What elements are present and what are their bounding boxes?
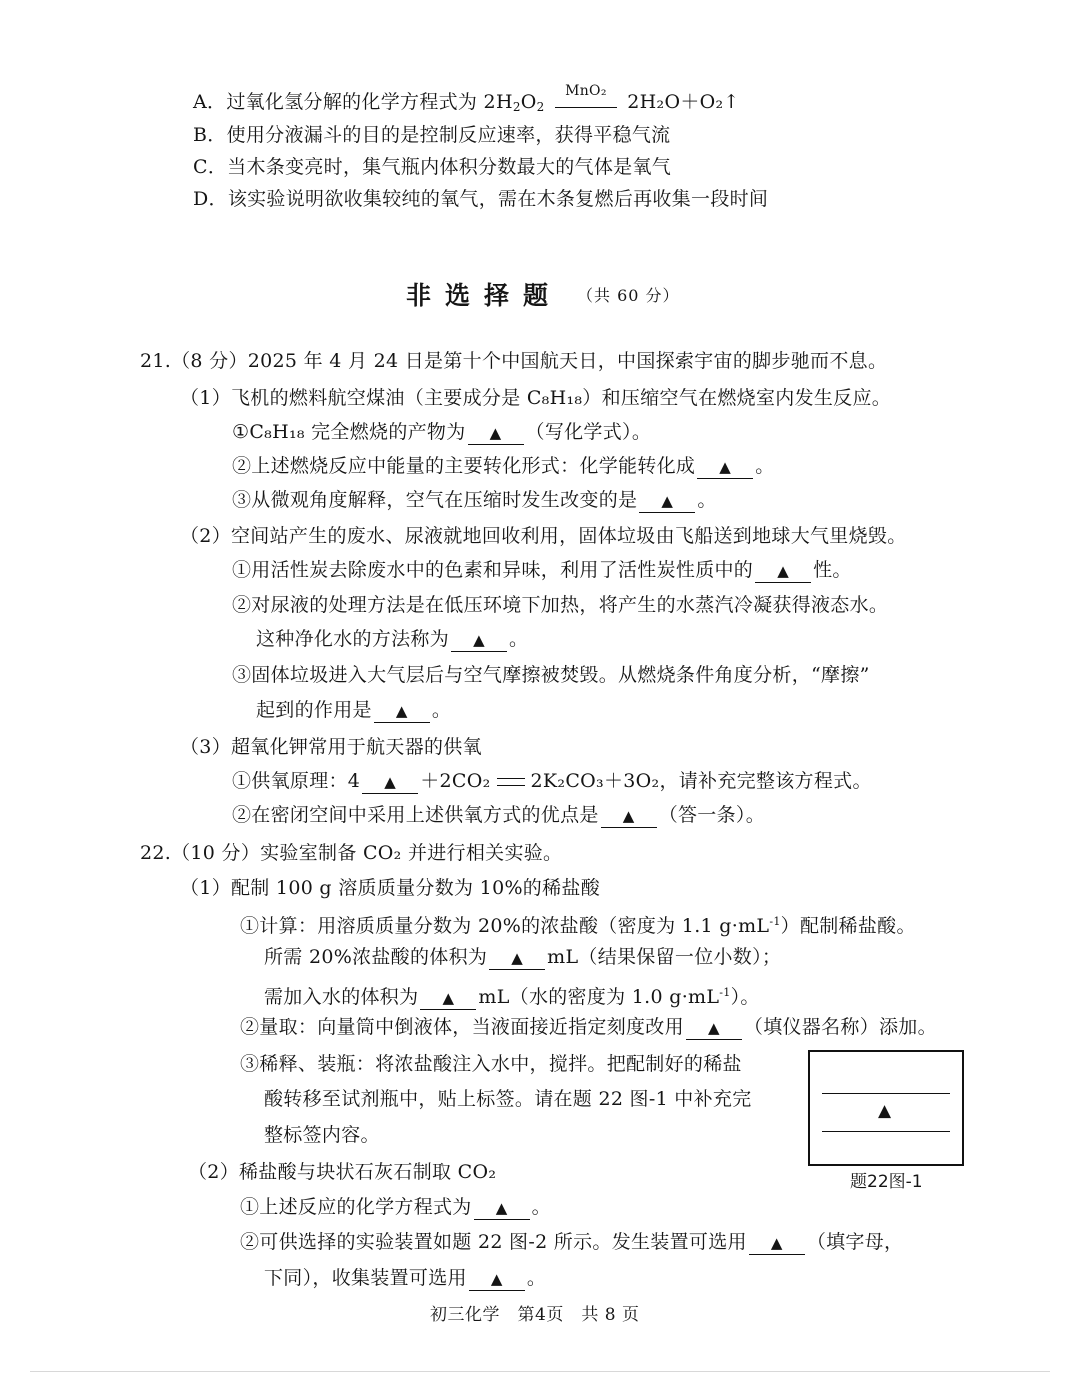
q21-part1-item2: ②上述燃烧反应中能量的主要转化形式：化学能转化成 ▲ 。 bbox=[232, 455, 775, 477]
q21-part2-item2-cont: 这种净化水的方法称为 ▲ 。 bbox=[256, 628, 529, 650]
q22-part1-item1-water: 需加入水的体积为 ▲ mL（水的密度为 1.0 $g\cdot mL^{-1}$）。 bbox=[264, 986, 760, 1008]
option-a: A．过氧化氢分解的化学方程式为 $2H_2O_2$ MnO₂ 2H₂O＋O₂↑ bbox=[193, 88, 740, 121]
answer-blank[interactable]: ▲ bbox=[749, 1231, 805, 1255]
q21-part2-item1: ①用活性炭去除废水中的色素和异味，利用了活性炭性质中的 ▲ 性。 bbox=[232, 559, 852, 581]
option-c: C．当木条变亮时，集气瓶内体积分数最大的气体是氧气 bbox=[193, 156, 672, 178]
q21-part2-item2: ②对尿液的处理方法是在低压环境下加热，将产生的水蒸汽冷凝获得液态水。 bbox=[232, 594, 889, 616]
q22-part2: （2）稀盐酸与块状石灰石制取 CO₂ bbox=[188, 1161, 497, 1183]
answer-blank[interactable]: ▲ bbox=[755, 559, 811, 583]
q21-part2-item3: ③固体垃圾进入大气层后与空气摩擦被焚毁。从燃烧条件角度分析，“摩擦” bbox=[232, 664, 870, 686]
answer-blank[interactable]: ▲ bbox=[362, 770, 418, 794]
reaction-arrow bbox=[555, 83, 617, 108]
section-title: 非选择题 bbox=[406, 281, 563, 310]
figure-caption: 题22图-1 bbox=[850, 1172, 923, 1192]
q21-part2-item3-cont: 起到的作用是 ▲ 。 bbox=[256, 699, 452, 721]
answer-blank[interactable]: ▲ bbox=[420, 986, 476, 1010]
q21-part1-item3: ③从微观角度解释，空气在压缩时发生改变的是 ▲ 。 bbox=[232, 489, 717, 511]
equals-sign bbox=[497, 778, 525, 786]
answer-blank[interactable]: ▲ bbox=[686, 1016, 742, 1040]
catalyst-label: MnO₂ bbox=[565, 83, 607, 99]
q21-part2: （2）空间站产生的废水、尿液就地回收利用，固体垃圾由飞船送到地球大气里烧毁。 bbox=[180, 525, 907, 547]
q22-part1-item3-cont1: 酸转移至试剂瓶中，贴上标签。请在题 22 图-1 中补充完 bbox=[264, 1088, 752, 1110]
answer-mark: ▲ bbox=[878, 1101, 892, 1121]
q21-part3-item2: ②在密闭空间中采用上述供氧方式的优点是 ▲ （答一条）。 bbox=[232, 804, 766, 826]
answer-blank[interactable]: ▲ bbox=[697, 455, 753, 479]
q22-part1-item3: ③稀释、装瓶：将浓盐酸注入水中，搅拌。把配制好的稀盐 bbox=[240, 1053, 742, 1075]
q22-stem: 22.（10 分）实验室制备 CO₂ 并进行相关实验。 bbox=[140, 842, 563, 864]
divider bbox=[30, 1371, 1050, 1372]
q22-part1-item2: ②量取：向量筒中倒液体，当液面接近指定刻度改用 ▲ （填仪器名称）添加。 bbox=[240, 1016, 937, 1038]
answer-blank[interactable]: ▲ bbox=[601, 804, 657, 828]
q22-part1-item1: ①计算：用溶质质量分数为 20%的浓盐酸（密度为 1.1 $g\cdot mL^{-1}$）配制稀盐酸。 bbox=[240, 915, 916, 937]
page-footer: 初三化学 第4页 共 8 页 bbox=[430, 1305, 640, 1325]
q22-part2-item2: ②可供选择的实验装置如题 22 图-2 所示。发生装置可选用 ▲ （填字母， bbox=[240, 1231, 904, 1253]
option-d: D．该实验说明欲收集较纯的氧气，需在木条复燃后再收集一段时间 bbox=[193, 188, 769, 210]
answer-blank[interactable]: ▲ bbox=[474, 1196, 530, 1220]
answer-blank[interactable]: ▲ bbox=[469, 1267, 525, 1291]
answer-blank[interactable]: ▲ bbox=[451, 628, 507, 652]
q22-part2-item2-cont: 下同），收集装置可选用 ▲ 。 bbox=[264, 1267, 547, 1289]
answer-blank[interactable]: ▲ bbox=[639, 489, 695, 513]
q22-part2-item1: ①上述反应的化学方程式为 ▲ 。 bbox=[240, 1196, 551, 1218]
q21-stem: 21.（8 分）2025 年 4 月 24 日是第十个中国航天日，中国探索宇宙的脚步驰而不息。 bbox=[140, 350, 888, 372]
q21-part3: （3）超氧化钾常用于航天器的供氧 bbox=[180, 736, 482, 758]
q22-part1: （1）配制 100 g 溶质质量分数为 10%的稀盐酸 bbox=[180, 877, 601, 899]
section-score-note: （共 60 分） bbox=[577, 286, 680, 305]
q22-part1-item3-cont2: 整标签内容。 bbox=[264, 1124, 380, 1146]
option-b: B．使用分液漏斗的目的是控制反应速率，获得平稳气流 bbox=[193, 124, 671, 146]
answer-blank[interactable]: ▲ bbox=[468, 421, 524, 445]
q21-part1: （1）飞机的燃料航空煤油（主要成分是 C₈H₁₈）和压缩空气在燃烧室内发生反应。 bbox=[180, 387, 892, 409]
q21-part3-item1: ①供氧原理：4 ▲ ＋2CO₂ 2K₂CO₃＋3O₂，请补充完整该方程式。 bbox=[232, 770, 872, 792]
reagent-label-figure bbox=[808, 1050, 964, 1166]
q22-part1-item1-volume: 所需 20%浓盐酸的体积为 ▲ mL（结果保留一位小数）； bbox=[264, 946, 782, 968]
answer-blank[interactable]: ▲ bbox=[489, 946, 545, 970]
q21-part1-item1: ①C₈H₁₈ 完全燃烧的产物为 ▲ （写化学式）。 bbox=[232, 421, 652, 443]
answer-blank[interactable]: ▲ bbox=[374, 699, 430, 723]
